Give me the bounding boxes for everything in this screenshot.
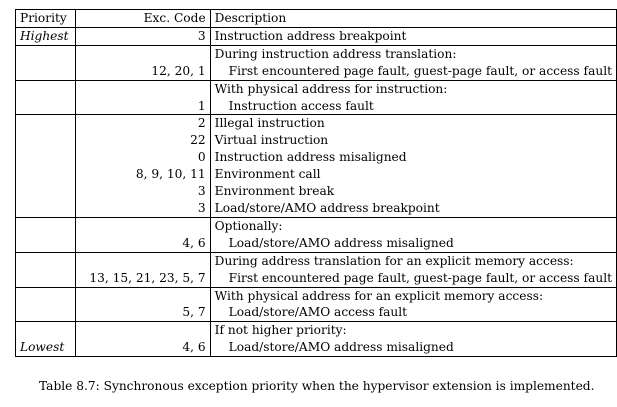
description-line: Illegal instruction xyxy=(214,116,325,131)
priority-cell xyxy=(16,166,76,183)
description-cell xyxy=(210,166,616,183)
description-line: Load/store/AMO address breakpoint xyxy=(214,200,440,215)
header-exc-code: Exc. Code xyxy=(76,10,210,28)
description-cell xyxy=(210,115,616,132)
table-row xyxy=(16,132,617,149)
exc-code-cell: 3 xyxy=(76,200,210,217)
table-row xyxy=(16,304,617,321)
table-row xyxy=(16,80,617,97)
table-body xyxy=(16,27,617,356)
description-cell xyxy=(210,98,616,115)
header-description: Description xyxy=(210,10,616,28)
priority-cell xyxy=(16,149,76,166)
description-cell xyxy=(210,252,616,269)
exc-code-cell: 3 xyxy=(76,27,210,45)
exception-priority-table xyxy=(15,9,617,357)
exc-code-cell: 0 xyxy=(76,149,210,166)
priority-cell xyxy=(16,132,76,149)
exc-code-cell: 13, 15, 21, 23, 5, 7 xyxy=(76,270,210,287)
exc-code-cell xyxy=(76,80,210,97)
description-line: Load/store/AMO address misaligned xyxy=(228,235,454,250)
description-line: Environment call xyxy=(214,167,321,182)
description-line: Optionally: xyxy=(214,218,283,233)
table-row xyxy=(16,287,617,304)
table-row xyxy=(16,217,617,234)
exc-code-cell: 12, 20, 1 xyxy=(76,63,210,80)
exc-code-cell xyxy=(76,322,210,339)
description-line: During address translation for an explicit memory access: xyxy=(214,253,574,268)
priority-cell xyxy=(16,63,76,80)
description-cell xyxy=(210,235,616,252)
description-cell xyxy=(210,304,616,321)
description-line: Instruction address breakpoint xyxy=(214,28,407,43)
description-cell xyxy=(210,45,616,62)
priority-cell xyxy=(16,45,76,62)
description-line: Load/store/AMO access fault xyxy=(228,305,407,320)
table-row xyxy=(16,200,617,217)
description-cell xyxy=(210,217,616,234)
exc-code-cell xyxy=(76,217,210,234)
exc-code-cell xyxy=(76,252,210,269)
exc-code-cell: 2 xyxy=(76,115,210,132)
priority-cell xyxy=(16,235,76,252)
description-cell xyxy=(210,80,616,97)
exc-code-cell: 3 xyxy=(76,183,210,200)
priority-cell xyxy=(16,200,76,217)
header-priority: Priority xyxy=(16,10,76,28)
table-caption: Table 8.7: Synchronous exception priority when the hypervisor extension is implemented. xyxy=(39,379,595,393)
priority-cell xyxy=(16,270,76,287)
table-row xyxy=(16,63,617,80)
description-line: With physical address for instruction: xyxy=(214,81,448,96)
description-line: Instruction address misaligned xyxy=(214,150,407,165)
priority-cell: Lowest xyxy=(16,339,76,356)
table-row xyxy=(16,270,617,287)
priority-cell xyxy=(16,183,76,200)
exception-priority-table-container xyxy=(15,9,617,357)
description-line: Virtual instruction xyxy=(214,133,329,148)
description-line: During instruction address translation: xyxy=(214,46,457,61)
table-row xyxy=(16,98,617,115)
description-line: If not higher priority: xyxy=(214,323,347,338)
description-cell xyxy=(210,132,616,149)
table-row xyxy=(16,45,617,62)
description-line: Instruction access fault xyxy=(228,98,374,113)
table-row xyxy=(16,183,617,200)
priority-cell xyxy=(16,322,76,339)
description-cell xyxy=(210,63,616,80)
description-cell xyxy=(210,270,616,287)
description-cell xyxy=(210,149,616,166)
exc-code-cell: 8, 9, 10, 11 xyxy=(76,166,210,183)
exc-code-cell: 5, 7 xyxy=(76,304,210,321)
description-line: First encountered page fault, guest-page fault, or access fault xyxy=(228,270,612,285)
description-line: Load/store/AMO address misaligned xyxy=(228,340,454,355)
description-cell xyxy=(210,27,616,45)
description-cell xyxy=(210,183,616,200)
description-cell xyxy=(210,322,616,339)
exc-code-cell xyxy=(76,45,210,62)
table-row xyxy=(16,149,617,166)
priority-cell xyxy=(16,98,76,115)
table-row xyxy=(16,115,617,132)
priority-cell xyxy=(16,287,76,304)
exc-code-cell: 22 xyxy=(76,132,210,149)
priority-cell xyxy=(16,304,76,321)
description-line: Environment break xyxy=(214,184,335,199)
priority-cell xyxy=(16,115,76,132)
description-cell xyxy=(210,200,616,217)
exc-code-cell xyxy=(76,287,210,304)
description-line: With physical address for an explicit memory access: xyxy=(214,288,544,303)
exc-code-cell: 1 xyxy=(76,98,210,115)
priority-cell xyxy=(16,217,76,234)
table-row xyxy=(16,27,617,45)
priority-cell xyxy=(16,80,76,97)
exc-code-cell: 4, 6 xyxy=(76,235,210,252)
description-cell xyxy=(210,339,616,356)
exc-code-cell: 4, 6 xyxy=(76,339,210,356)
table-row xyxy=(16,235,617,252)
description-cell xyxy=(210,287,616,304)
table-row xyxy=(16,166,617,183)
description-line: First encountered page fault, guest-page fault, or access fault xyxy=(228,63,612,78)
table-row xyxy=(16,322,617,339)
priority-cell: Highest xyxy=(16,27,76,45)
table-row xyxy=(16,339,617,356)
priority-cell xyxy=(16,252,76,269)
table-row xyxy=(16,252,617,269)
table-header-row xyxy=(16,10,617,28)
